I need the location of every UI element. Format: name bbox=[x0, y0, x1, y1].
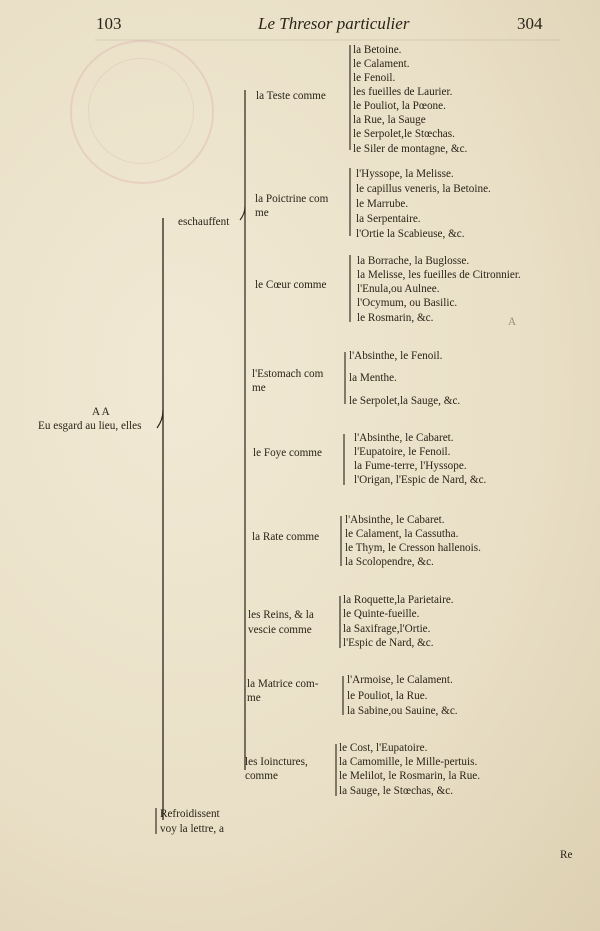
group-item: la Roquette,la Parietaire. bbox=[343, 594, 454, 606]
group-label-teste: la Teste comme bbox=[256, 90, 326, 102]
root-label: Eu esgard au lieu, elles bbox=[38, 420, 142, 432]
group-label-coeur: le Cœur comme bbox=[255, 279, 327, 291]
group-item: le Quinte-fueille. bbox=[343, 608, 420, 620]
group-item: la Serpentaire. bbox=[356, 213, 421, 225]
group-item: le Rosmarin, &c. bbox=[357, 312, 434, 324]
group-item: la Betoine. bbox=[353, 44, 402, 56]
group-label-matrice: la Matrice com- bbox=[247, 678, 319, 690]
catchword: Re bbox=[560, 849, 573, 861]
group-item: le Cost, l'Eupatoire. bbox=[339, 742, 428, 754]
group-item: la Scolopendre, &c. bbox=[345, 556, 434, 568]
refroid-ref: voy la lettre, a bbox=[160, 823, 224, 835]
group-item: le Pouliot, la Pœone. bbox=[353, 100, 446, 112]
left-page-number: 103 bbox=[96, 14, 122, 33]
group-item: le Marrube. bbox=[356, 198, 409, 210]
group-label-poictrine: la Poictrine com bbox=[255, 193, 329, 205]
refroid-label: Refroidissent bbox=[160, 808, 220, 820]
group-item: la Sauge, le Stœchas, &c. bbox=[339, 785, 454, 797]
group-label-ioinctures: les Ioinctures, bbox=[245, 756, 308, 768]
group-label-matrice-2: me bbox=[247, 692, 261, 704]
group-label-rate: la Rate comme bbox=[252, 531, 320, 543]
group-item: le Calament. bbox=[353, 58, 410, 70]
echauffent-label: eschauffent bbox=[178, 216, 230, 228]
group-item: le Thym, le Cresson hallenois. bbox=[345, 542, 481, 554]
group-item: le capillus veneris, la Betoine. bbox=[356, 183, 491, 195]
group-item: le Serpolet,le Stœchas. bbox=[353, 128, 455, 140]
running-title: Le Thresor particulier bbox=[258, 14, 410, 33]
group-item: l'Hyssope, la Melisse. bbox=[356, 168, 454, 180]
group-item: l'Ortie la Scabieuse, &c. bbox=[356, 228, 465, 240]
group-label-reins-2: vescie comme bbox=[248, 624, 312, 636]
group-item: l'Espic de Nard, &c. bbox=[343, 637, 434, 649]
group-item: le Melilot, le Rosmarin, la Rue. bbox=[339, 770, 481, 782]
group-item: l'Armoise, le Calament. bbox=[347, 674, 453, 686]
group-item: le Siler de montagne, &c. bbox=[353, 143, 468, 155]
group-label-ioinctures-2: comme bbox=[245, 770, 278, 782]
group-item: le Serpolet,la Sauge, &c. bbox=[349, 395, 461, 407]
group-item: l'Absinthe, le Cabaret. bbox=[354, 432, 454, 444]
group-item: l'Enula,ou Aulnee. bbox=[357, 283, 440, 295]
group-label-foye: le Foye comme bbox=[253, 447, 322, 459]
group-item: l'Ocymum, ou Basilic. bbox=[357, 297, 458, 309]
group-label-estomach-2: me bbox=[252, 382, 266, 394]
group-label-reins: les Reins, & la bbox=[248, 609, 314, 621]
margin-letter: A bbox=[508, 316, 517, 328]
group-item: la Melisse, les fueilles de Citronnier. bbox=[357, 269, 521, 281]
group-item: l'Eupatoire, le Fenoil. bbox=[354, 446, 451, 458]
group-item: la Saxifrage,l'Ortie. bbox=[343, 623, 431, 635]
group-item: l'Absinthe, le Cabaret. bbox=[345, 514, 445, 526]
right-page-number: 304 bbox=[517, 14, 543, 33]
group-item: la Camomille, le Mille-pertuis. bbox=[339, 756, 478, 768]
group-item: les fueilles de Laurier. bbox=[353, 86, 453, 98]
group-item: le Fenoil. bbox=[353, 72, 396, 84]
group-item: la Rue, la Sauge bbox=[353, 114, 426, 126]
group-item: la Menthe. bbox=[349, 372, 397, 384]
group-item: l'Absinthe, le Fenoil. bbox=[349, 350, 443, 362]
group-item: la Borrache, la Buglosse. bbox=[357, 255, 470, 267]
group-label-estomach: l'Estomach com bbox=[252, 368, 324, 380]
group-item: la Sabine,ou Sauine, &c. bbox=[347, 705, 458, 717]
group-item: le Pouliot, la Rue. bbox=[347, 690, 428, 702]
group-label-poictrine-2: me bbox=[255, 207, 269, 219]
group-item: la Fume-terre, l'Hyssope. bbox=[354, 460, 467, 472]
group-item: l'Origan, l'Espic de Nard, &c. bbox=[354, 474, 487, 486]
group-item: le Calament, la Cassutha. bbox=[345, 528, 459, 540]
root-label-mark: A A bbox=[92, 406, 110, 418]
